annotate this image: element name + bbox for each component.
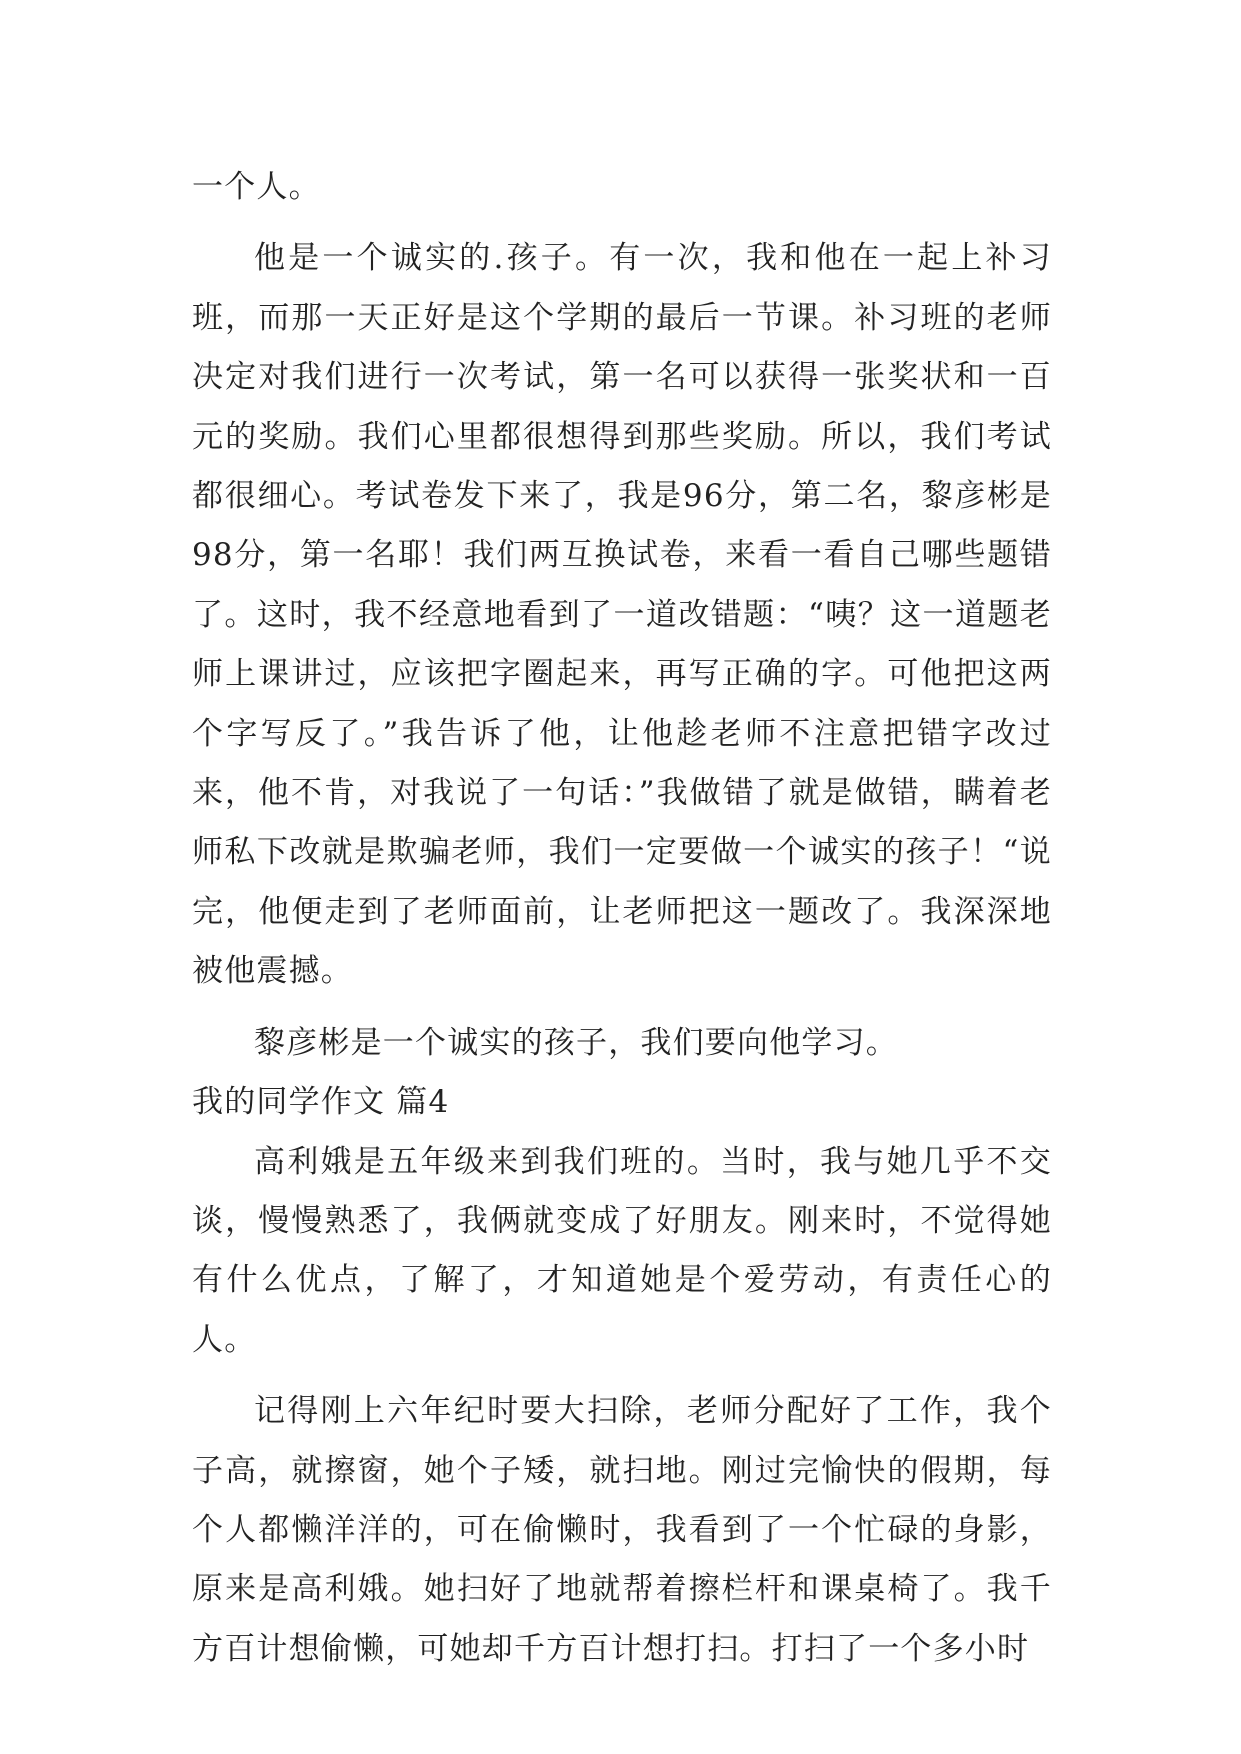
paragraph-cleaning-story: 记得刚上六年纪时要大扫除，老师分配好了工作，我个子高，就擦窗，她个子矮，就扫地。刚过完愉快的假期，每个人都懒洋洋的，可在偷懒时，我看到了一个忙碌的身影，原来是高利娥。她扫好了地就帮着擦栏杆和课桌椅了。我千方百计想偷懒，可她却千方百计想打扫。打扫了一个多小时: [192, 1393, 1052, 1667]
section-heading: 我的同学作文 篇4: [192, 1084, 450, 1121]
paragraph-honest-story: 他是一个诚实的.孩子。有一次，我和他在一起上补习班，而那一天正好是这个学期的最后一节课。补习班的老师决定对我们进行一次考试，第一名可以获得一张奖状和一百元的奖励。我们心里都很想得到那些奖励。所以，我们考试都很细心。考试卷发下来了，我是96分，第二名，黎彦彬是98分，第一名耶！我们两互换试卷，来看一看自己哪些题错了。这时，我不经意地看到了一道改错题：“咦？这一道题老师上课讲过，应该把字圈起来，再写正确的字。可他把这两个字写反了。”我告诉了他，让他趁老师不注意把错字改过来，他不肯，对我说了一句话：”我做错了就是做错，瞒着老师私下改就是欺骗老师，我们一定要做一个诚实的孩子！“说完，他便走到了老师面前，让老师把这一题改了。我深深地被他震撼。: [192, 240, 1052, 990]
paragraph-continuation: 一个人。: [192, 169, 321, 205]
paragraph-gao-intro: 高利娥是五年级来到我们班的。当时，我与她几乎不交谈，慢慢熟悉了，我俩就变成了好朋友。刚来时，不觉得她有什么优点，了解了，才知道她是个爱劳动，有责任心的人。: [192, 1143, 1052, 1358]
paragraph-gap: [192, 1002, 1052, 1014]
paragraph-conclusion: 黎彦彬是一个诚实的孩子，我们要向他学习。: [254, 1024, 898, 1061]
paragraph-gap: [192, 1370, 1052, 1382]
paragraph-gap: [192, 217, 1052, 229]
document-body: [192, 158, 1052, 1679]
